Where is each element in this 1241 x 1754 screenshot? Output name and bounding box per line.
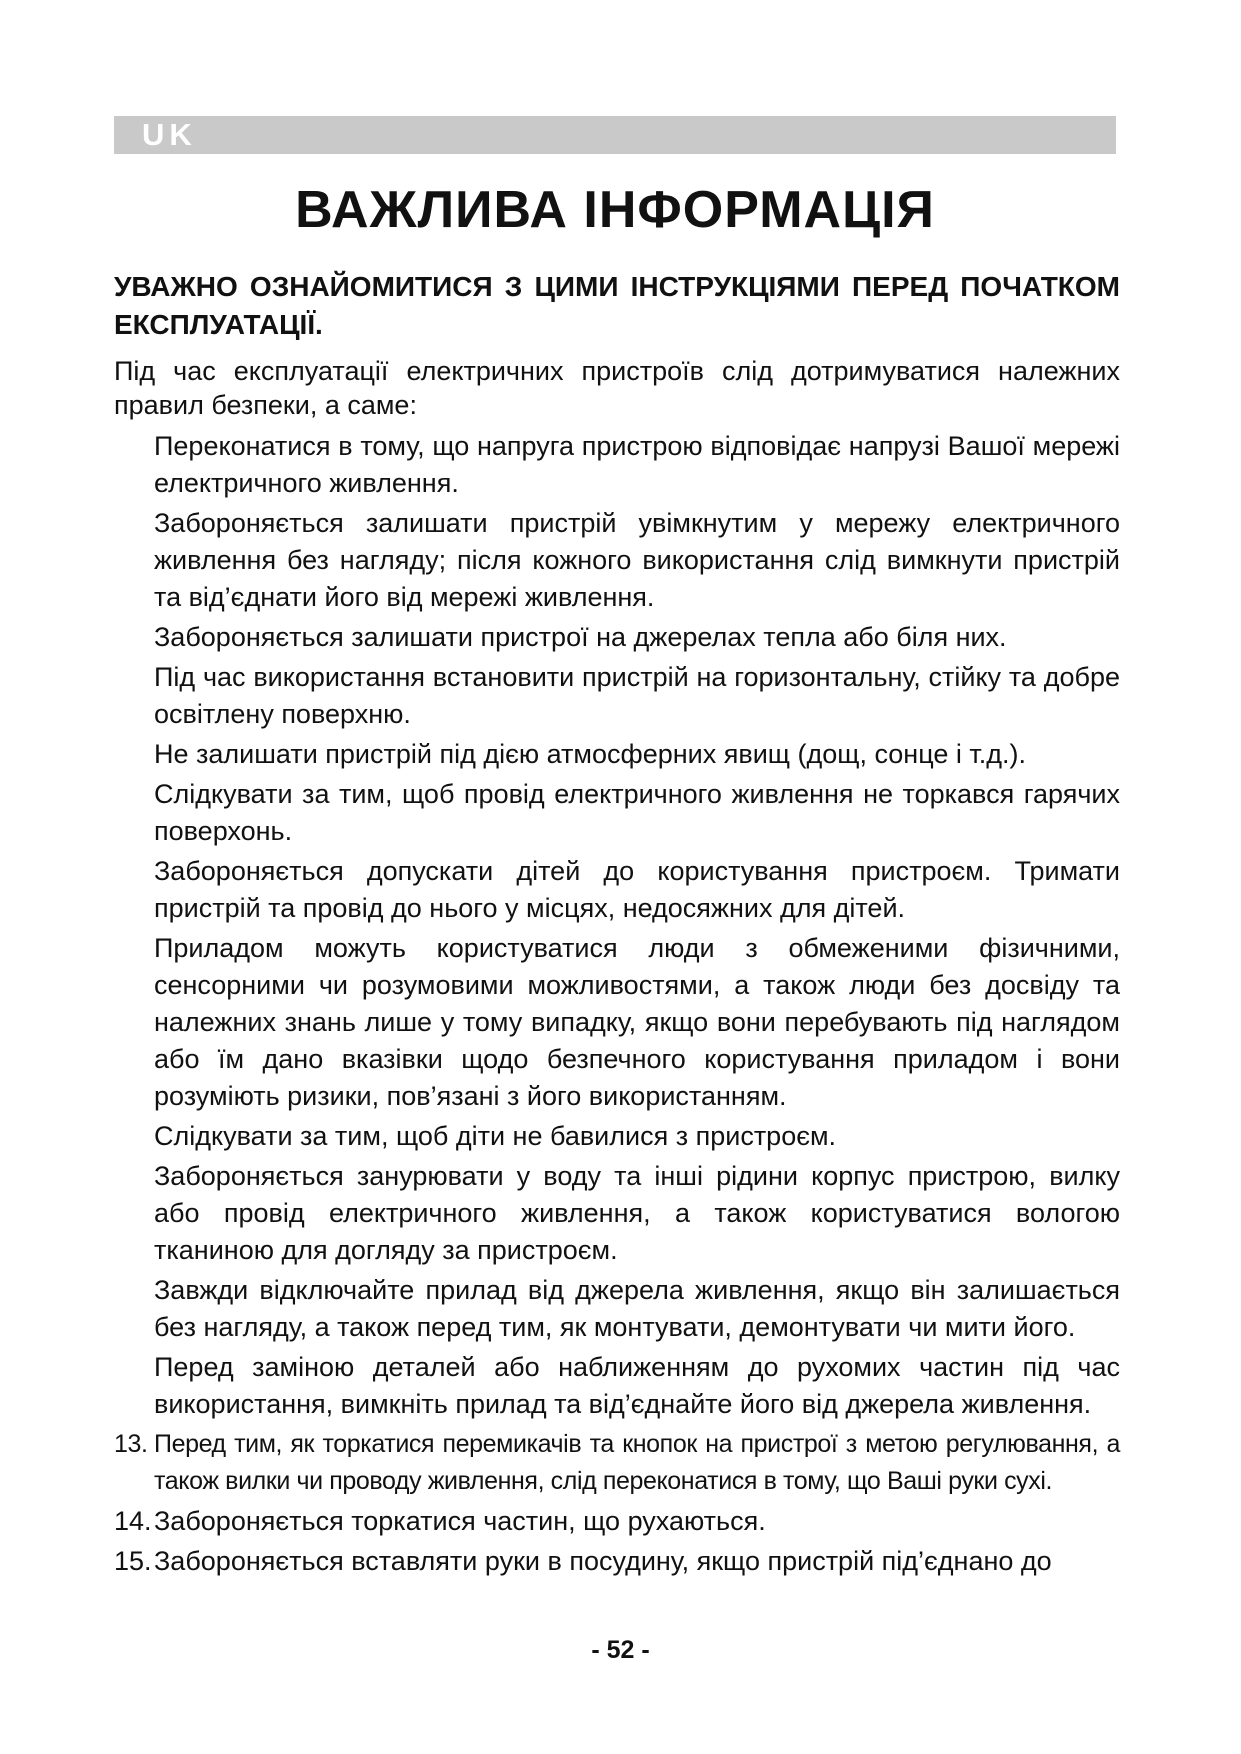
rule-text: Забороняється залишати пристрої на джерелах тепла або біля них.: [154, 622, 1007, 652]
list-item: [114, 736, 1120, 773]
page-title: ВАЖЛИВА ІНФОРМАЦІЯ: [295, 181, 935, 239]
list-item: [114, 505, 1120, 616]
rule-number: 2.: [114, 508, 137, 538]
rule-text: Забороняється допускати дітей до користування пристроєм. Тримати пристрій та провід до нього у місцях, недосяжних для дітей.: [154, 856, 1120, 923]
list-item: [114, 930, 1120, 1115]
list-item: [114, 1118, 1120, 1155]
page-number: - 52 -: [591, 1636, 650, 1664]
list-item: [114, 776, 1120, 850]
rule-text: Слідкувати за тим, щоб провід електричного живлення не торкався гарячих поверхонь.: [154, 779, 1120, 846]
rule-text: Приладом можуть користуватися люди з обмеженими фізичними, сенсорними чи розумовими можливостями, а також люди без досвіду та належних знань лише у тому випадку, якщо вони перебувають під наглядом або їм дано вказівки щодо безпечного користування приладом і вони розуміють ризики, пов’язані з його використанням.: [154, 933, 1120, 1111]
list-item: [114, 1349, 1120, 1423]
rule-number: 7.: [114, 856, 137, 886]
rule-text: Завжди відключайте прилад від джерела живлення, якщо він залишається без нагляду, а також перед тим, як монтувати, демонтувати чи мити його.: [154, 1275, 1120, 1342]
rule-number: 6.: [114, 779, 137, 809]
safety-content: [114, 268, 1120, 1583]
safety-rules-list: [114, 428, 1120, 1580]
list-item: [114, 1158, 1120, 1269]
rule-text: Перед тим, як торкатися перемикачів та кнопок на пристрої з метою регулювання, а також вилки чи проводу живлення, слід переконатися в тому, що Ваші руки сухі.: [154, 1430, 1120, 1495]
rule-number: 14.: [114, 1506, 152, 1536]
rule-number: 8.: [114, 933, 137, 963]
rule-number: 12.: [114, 1352, 152, 1382]
rule-number: 11.: [114, 1275, 150, 1305]
rule-number: 13.: [114, 1430, 148, 1458]
intro-paragraph: Під час експлуатації електричних пристроїв слід дотримуватися належних правил безпеки, а саме:: [114, 356, 1120, 420]
list-item: [114, 1503, 1120, 1540]
language-bar: [114, 116, 1116, 154]
list-item: [114, 659, 1120, 733]
list-item: [114, 1272, 1120, 1346]
warning-heading: УВАЖНО ОЗНАЙОМИТИСЯ З ЦИМИ ІНСТРУКЦІЯМИ ПЕРЕД ПОЧАТКОМ ЕКСПЛУАТАЦІЇ.: [114, 271, 1120, 340]
language-code: UK: [142, 117, 197, 152]
rule-number: 10.: [114, 1161, 152, 1191]
list-item: [114, 428, 1120, 502]
rule-number: 1.: [114, 431, 137, 461]
rule-number: 9.: [114, 1121, 137, 1151]
list-item: [114, 853, 1120, 927]
list-item: [114, 619, 1120, 656]
rule-text: Переконатися в тому, що напруга пристрою відповідає напрузі Вашої мережі електричного живлення.: [154, 431, 1120, 498]
rule-number: 5.: [114, 739, 137, 769]
rule-text: Не залишати пристрій під дією атмосферних явищ (дощ, сонце і т.д.).: [154, 739, 1027, 769]
rule-text: Забороняється вставляти руки в посудину, якщо пристрій під’єднано до: [154, 1546, 1052, 1576]
rule-number: 4.: [114, 662, 137, 692]
rule-text: Слідкувати за тим, щоб діти не бавилися з пристроєм.: [154, 1121, 837, 1151]
list-item: [114, 1426, 1120, 1500]
rule-text: Під час використання встановити пристрій на горизонтальну, стійку та добре освітлену поверхню.: [154, 662, 1120, 729]
rule-text: Забороняється залишати пристрій увімкнутим у мережу електричного живлення без нагляду; після кожного використання слід вимкнути пристрій та від’єднати його від мережі живлення.: [154, 508, 1120, 612]
rule-number: 3.: [114, 622, 137, 652]
rule-text: Забороняється торкатися частин, що рухаються.: [154, 1506, 766, 1536]
list-item: [114, 1543, 1120, 1580]
rule-text: Забороняється занурювати у воду та інші рідини корпус пристрою, вилку або провід електричного живлення, а також користуватися вологою тканиною для догляду за пристроєм.: [154, 1161, 1120, 1265]
rule-text: Перед заміною деталей або наближенням до рухомих частин під час використання, вимкніть прилад та від’єднайте його від джерела живлення.: [154, 1352, 1120, 1419]
rule-number: 15.: [114, 1546, 152, 1576]
